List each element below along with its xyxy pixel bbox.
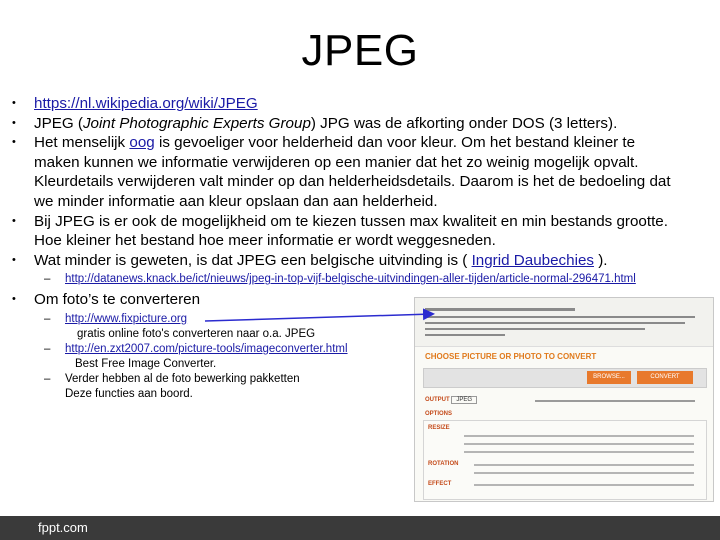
bullet-dot: • (12, 293, 16, 306)
bullet-text: we minder informatie aan kleur opslaan dan aan helderheid. (34, 192, 438, 210)
bullet-dot: • (12, 97, 16, 109)
bullet-dot: • (12, 136, 16, 149)
screenshot-options-label: OPTIONS (425, 411, 453, 417)
bullet-text: is gevoeliger voor helderheid dan voor kleur. Om het bestand kleiner te (154, 134, 636, 152)
bullet-dot: • (12, 116, 16, 129)
oog-link[interactable]: oog (129, 134, 155, 152)
wikipedia-link[interactable]: https://nl.wikipedia.org/wiki/JPEG (34, 95, 258, 112)
slide-title: JPEG (301, 26, 419, 75)
sub-bullet-dash: – (44, 312, 51, 325)
sub-bullet-dash: – (44, 372, 51, 385)
footer-brand: fppt.com (38, 520, 88, 535)
screenshot-output-label-text: OUTPUT (425, 397, 450, 403)
sub-bullet-text: Deze functies aan boord. (65, 387, 193, 400)
datanews-link[interactable]: http://datanews.knack.be/ict/nieuws/jpeg-in-top-vijf-belgische-uitvindingen-aller-tijden/article-normal-296471.html (65, 273, 636, 286)
bullet-text: maken kunnen we informatie verwijderen op een manier dat het zo weinig mogelijk opvalt. (34, 153, 639, 171)
screenshot-heading: CHOOSE PICTURE OR PHOTO TO CONVERT (425, 352, 597, 361)
bullet-italic-text: Joint Photographic Experts Group (82, 114, 311, 132)
bullet-dot: • (12, 214, 16, 227)
bullet-text: Bij JPEG is er ook de mogelijkheid om te kiezen tussen max kwaliteit en min bestands grootte. (34, 212, 668, 230)
sub-bullet-note: Best Free Image Converter. (75, 357, 217, 370)
zxt2007-link[interactable]: http://en.zxt2007.com/picture-tools/imageconverter.html (65, 342, 348, 355)
sub-bullet-dash: – (44, 342, 51, 355)
bullet-text: Het menselijk (34, 134, 130, 152)
screenshot-rotation-label: ROTATION (428, 461, 459, 467)
bullet-text: Kleurdetails verwijderen valt minder op dan helderheidsdetails. Daarom is het de bedoeling dat (34, 173, 671, 191)
footer-bar (0, 516, 720, 540)
screenshot-effect-label: EFFECT (428, 481, 452, 487)
fixpicture-link[interactable]: http://www.fixpicture.org (65, 312, 188, 325)
bullet-text: JPEG ( (34, 114, 83, 132)
sub-bullet-note: gratis online foto's converteren naar o.a. JPEG (77, 327, 316, 340)
bullet-text: ). (593, 251, 608, 269)
bullet-text: Om foto’s te converteren (34, 291, 201, 309)
bullet-dot: • (12, 253, 16, 266)
screenshot-browse-button: BROWSE... (587, 371, 631, 384)
sub-bullet-text: Verder hebben al de foto bewerking pakketten (65, 372, 300, 385)
screenshot-resize-label: RESIZE (428, 425, 450, 431)
screenshot-output-select: JPEG (451, 396, 477, 404)
bullet-text: Wat minder is geweten, is dat JPEG een belgische uitvinding is ( (34, 251, 472, 269)
sub-bullet-dash: – (44, 273, 51, 286)
ingrid-daubechies-link[interactable]: Ingrid Daubechies (471, 251, 594, 269)
screenshot-convert-button: CONVERT (637, 371, 693, 384)
bullet-text: ) JPG was de afkorting onder DOS (3 letters). (310, 114, 618, 132)
bullet-text: Hoe kleiner het bestand hoe meer informatie er wordt weggesneden. (34, 232, 496, 250)
